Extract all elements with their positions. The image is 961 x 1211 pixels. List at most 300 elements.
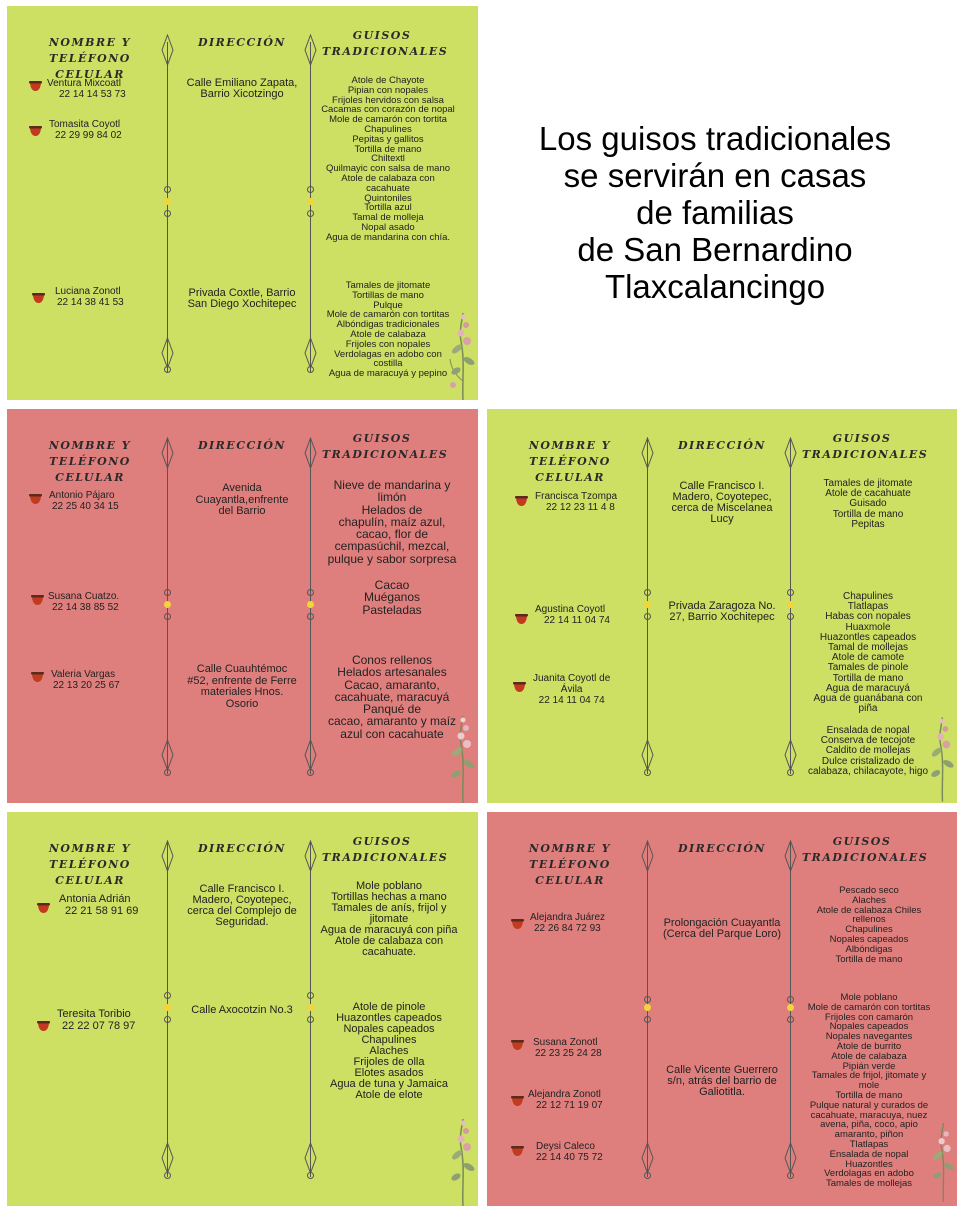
- diamond-icon: [161, 840, 174, 872]
- host-entry: [533, 1037, 602, 1059]
- host-entry: [47, 78, 126, 100]
- address-line: Avenida: [222, 482, 262, 494]
- dish: Agua de maracuyá: [826, 682, 910, 694]
- diamond-icon: [784, 437, 797, 469]
- header-name-phone: [15, 841, 165, 889]
- dish: Chapulines: [842, 591, 894, 602]
- dish: Tortillas hechas a mano: [331, 891, 447, 903]
- address-line: Barrio Xicotzingo: [200, 88, 284, 100]
- diamond-icon: [304, 739, 317, 771]
- dish-list: [317, 76, 459, 243]
- dot-icon: [644, 601, 651, 608]
- host-phone: 22 13 20 25 67: [53, 680, 120, 691]
- host-entry: [49, 119, 122, 141]
- address: [653, 918, 791, 940]
- host-name: Luciana Zonotl: [55, 286, 121, 297]
- ring-icon: [307, 1172, 314, 1179]
- diamond-icon: [641, 1142, 654, 1174]
- dish: Conserva de tecojote: [820, 735, 916, 747]
- dish: Nopal asado: [361, 221, 415, 233]
- panel-2: [7, 409, 478, 803]
- host-phone: 22 29 99 84 02: [55, 130, 122, 141]
- header-name-phone: [15, 35, 165, 83]
- header-dishes: [802, 431, 929, 463]
- host-phone: 22 25 40 34 15: [52, 501, 119, 512]
- dish: Nopales capeados: [829, 1021, 909, 1033]
- tagline-line: de San Bernardino: [577, 231, 853, 268]
- dish: piña: [858, 703, 878, 715]
- dish: Nopales capeados: [829, 933, 909, 945]
- dish: Tortilla de mano: [832, 672, 904, 684]
- header-line: CELULAR: [535, 874, 605, 887]
- tagline: [487, 120, 943, 305]
- address-line: Calle Emiliano Zapata,: [186, 77, 298, 89]
- dish: Frijoles de olla: [353, 1056, 425, 1068]
- ring-icon: [164, 769, 171, 776]
- dish-list: [319, 579, 465, 616]
- dish: Tlatlapas: [847, 601, 889, 613]
- dish: Tortilla de mano: [835, 1089, 903, 1101]
- host-name: Susana Cuatzo.: [48, 591, 120, 602]
- diamond-icon: [161, 739, 174, 771]
- dish: cacao, flor de: [355, 527, 429, 542]
- dish: Huazontles capeados: [336, 1012, 442, 1024]
- header-line: TRADICIONALES: [802, 851, 929, 864]
- ring-icon: [164, 589, 171, 596]
- diamond-icon: [641, 840, 654, 872]
- flower-plant-icon: [447, 311, 478, 400]
- host-name: Francisca Tzompa: [535, 491, 618, 502]
- host-entry: [55, 286, 124, 308]
- clay-pot-icon: [511, 1096, 524, 1106]
- host-phone: 22 26 84 72 93: [534, 923, 601, 934]
- panel-5: [487, 812, 957, 1206]
- header-line: CELULAR: [535, 471, 605, 484]
- ring-icon: [307, 613, 314, 620]
- dish: Panqué de: [362, 702, 422, 717]
- dish: Mole poblano: [355, 880, 423, 892]
- address: [173, 1005, 311, 1016]
- header-line: GUISOS: [352, 835, 412, 848]
- clay-pot-icon: [29, 81, 42, 91]
- host-name: Agustina Coyotl: [535, 604, 606, 615]
- dish: cacahuate, maracuya, nuez: [810, 1109, 928, 1121]
- host-entry: [535, 604, 610, 626]
- address-line: Madero, Coyotepec,: [672, 491, 772, 503]
- dish: Guisado: [849, 498, 887, 510]
- dish-list: [793, 726, 943, 777]
- address-line: Osorio: [225, 697, 259, 710]
- address-line: Calle Francisco I.: [679, 480, 765, 492]
- header-line: GUISOS: [352, 432, 412, 445]
- clay-pot-icon: [515, 614, 528, 624]
- address-line: cerca de Miscelanea: [671, 502, 773, 514]
- ring-icon: [164, 366, 171, 373]
- address-line: cerca del Complejo de: [187, 905, 297, 917]
- dish: Mole de camarón con tortitas: [326, 309, 450, 321]
- address-line: Lucy: [710, 513, 734, 525]
- address: [177, 483, 307, 518]
- header-line: CELULAR: [55, 68, 125, 81]
- flower-plant-icon: [447, 714, 478, 803]
- ring-icon: [307, 769, 314, 776]
- dish: Tamales de frijol, jitomate y: [811, 1070, 927, 1082]
- host-name: Deysi Caleco: [536, 1141, 595, 1152]
- address-line: Calle Cuauhtémoc: [196, 663, 288, 675]
- clay-pot-icon: [32, 293, 45, 303]
- host-phone: 22 14 40 75 72: [536, 1152, 603, 1163]
- address-line: Cuayantla,enfrente: [195, 493, 289, 506]
- header-line: GUISOS: [832, 432, 892, 445]
- address: [177, 288, 307, 310]
- address: [657, 481, 787, 525]
- header-line: NOMBRE Y TELÉFONO: [528, 439, 612, 468]
- dish: Chiltextl: [371, 153, 405, 165]
- dish: Pepitas: [851, 518, 885, 530]
- dish: Frijoles con nopales: [345, 338, 431, 350]
- ring-icon: [164, 210, 171, 217]
- host-phone: 22 23 25 24 28: [535, 1048, 602, 1059]
- dish-list: [797, 479, 939, 530]
- dish: Ensalada de nopal: [829, 1148, 909, 1160]
- dish: Quintoniles: [364, 192, 412, 204]
- dish: Dulce cristalizado de: [821, 755, 915, 767]
- dish: Atole de calabaza con: [341, 172, 435, 184]
- dot-icon: [164, 601, 171, 608]
- host-phone: 22 14 38 41 53: [57, 297, 124, 308]
- diamond-icon: [304, 337, 317, 369]
- header-address: DIRECCIÓN: [677, 439, 766, 452]
- host-entry: [530, 912, 605, 934]
- dish: Tamales de mollejas: [825, 1178, 913, 1190]
- dish: Pescado seco: [839, 885, 899, 896]
- dish: cacahuate.: [362, 946, 416, 958]
- dish-list: [797, 592, 939, 714]
- address-line: San Diego Xochitepec: [187, 298, 297, 310]
- diamond-icon: [641, 437, 654, 469]
- ring-icon: [787, 589, 794, 596]
- dish: Nieve de mandarina y: [333, 478, 451, 492]
- dish: mole: [858, 1080, 880, 1092]
- address-line: Privada Coxtle, Barrio: [188, 287, 296, 299]
- header-dishes: [322, 431, 449, 463]
- dish: Atole de calabaza: [350, 328, 426, 340]
- ring-icon: [164, 1172, 171, 1179]
- tagline-line: Los guisos tradicionales: [538, 120, 892, 157]
- address-line: Privada Zaragoza No.: [668, 600, 776, 612]
- dish-list: [795, 886, 943, 964]
- host-entry: [48, 591, 119, 613]
- address-line: Madero, Coyotepec,: [192, 894, 292, 906]
- dish-list: [793, 993, 945, 1189]
- panel-1: [7, 6, 478, 400]
- header-dishes: [322, 28, 449, 60]
- diamond-icon: [304, 34, 317, 66]
- header-line: GUISOS: [352, 29, 412, 42]
- dish: Helados de: [361, 502, 423, 517]
- clay-pot-icon: [511, 919, 524, 929]
- clay-pot-icon: [29, 126, 42, 136]
- dish: Atole de Chayote: [351, 75, 425, 86]
- diamond-icon: [304, 437, 317, 469]
- host-entry: [51, 669, 120, 691]
- host-name: Alejandra Juárez: [530, 912, 606, 923]
- tagline-line: se servirán en casas: [563, 157, 867, 194]
- dish: chapulín, maíz azul,: [338, 514, 446, 529]
- address: [173, 664, 311, 710]
- timeline-line: [310, 42, 311, 372]
- dish: limón: [377, 490, 407, 505]
- dish: Nopales capeados: [343, 1023, 435, 1035]
- address: [177, 78, 307, 100]
- ring-icon: [644, 613, 651, 620]
- host-name: Alejandra Zonotl: [528, 1089, 601, 1100]
- dish: Pepitas y gallitos: [352, 133, 424, 145]
- header-line: CELULAR: [55, 471, 125, 484]
- dish: Atole de pinole: [352, 1001, 426, 1013]
- dish: Pulque natural y curados de: [809, 1099, 929, 1111]
- dish: Tortilla azul: [364, 202, 412, 214]
- dish: costilla: [373, 358, 403, 370]
- ring-icon: [164, 613, 171, 620]
- address-line: Prolongación Cuayantla: [663, 917, 781, 929]
- dish-list: [319, 479, 465, 565]
- diamond-icon: [161, 34, 174, 66]
- dish: Agua de mandarina con chía.: [325, 231, 451, 243]
- dot-icon: [644, 1004, 651, 1011]
- dish: Tortilla de mano: [835, 953, 903, 965]
- dish: cempasúchil, mezcal,: [334, 539, 450, 554]
- header-line: TRADICIONALES: [802, 448, 929, 461]
- ring-icon: [164, 1016, 171, 1023]
- dish: Helados artesanales: [337, 665, 447, 680]
- dish-list: [317, 281, 459, 379]
- dish: Ensalada de nopal: [826, 725, 910, 736]
- header-address: DIRECCIÓN: [197, 439, 286, 452]
- dish: Chapulines: [361, 1034, 417, 1046]
- dish: Pulque: [373, 299, 403, 311]
- clay-pot-icon: [515, 496, 528, 506]
- dish: Atole de camote: [831, 652, 905, 664]
- dish: Frijoles con camarón: [824, 1011, 914, 1023]
- address-line: (Cerca del Parque Loro): [662, 928, 781, 940]
- dish: Agua de maracuyá con piña: [320, 924, 458, 936]
- host-entry: [536, 1141, 603, 1163]
- address-line: Calle Francisco I.: [199, 883, 285, 895]
- dot-icon: [164, 198, 171, 205]
- header-line: CELULAR: [55, 874, 125, 887]
- dish: Mole de camarón con tortitas: [807, 1001, 931, 1013]
- dish: Tamal de mollejas: [827, 642, 909, 654]
- dish: Atole de elote: [355, 1089, 423, 1101]
- diamond-icon: [161, 337, 174, 369]
- ring-icon: [307, 589, 314, 596]
- dish: jitomate: [369, 913, 409, 925]
- dish: cacao, amaranto y maíz: [327, 714, 457, 729]
- dish: Pipián verde: [842, 1060, 896, 1072]
- flower-plant-icon: [447, 1117, 478, 1206]
- host-entry: [533, 673, 610, 706]
- dish: Alaches: [852, 894, 886, 906]
- dish: Huazontles: [845, 1158, 893, 1170]
- dish: pulque y sabor sorpresa: [327, 551, 457, 566]
- ring-icon: [307, 366, 314, 373]
- ring-icon: [644, 589, 651, 596]
- header-dishes: [322, 834, 449, 866]
- address: [653, 1065, 791, 1098]
- host-phone: 22 21 58 91 69: [65, 905, 139, 917]
- dish: Atole de cacahuate: [825, 488, 911, 500]
- dish: Chapulines: [845, 924, 893, 936]
- panel-4: [7, 812, 478, 1206]
- timeline-line: [167, 42, 168, 372]
- diamond-icon: [161, 437, 174, 469]
- clay-pot-icon: [31, 672, 44, 682]
- host-phone: 22 22 07 78 97: [62, 1020, 136, 1032]
- host-phone: 22 14 14 53 73: [59, 89, 126, 100]
- address-line: s/n, atrás del barrio de: [667, 1075, 777, 1087]
- dish: Cacamas con corazón de nopal: [321, 104, 455, 116]
- header-line: TRADICIONALES: [322, 448, 449, 461]
- header-line: TRADICIONALES: [322, 45, 449, 58]
- ring-icon: [644, 1172, 651, 1179]
- clay-pot-icon: [29, 494, 42, 504]
- dish: Quilmayic con salsa de mano: [325, 163, 451, 175]
- address-line: Galiotitla.: [699, 1086, 745, 1098]
- diamond-icon: [641, 739, 654, 771]
- ring-icon: [644, 996, 651, 1003]
- dish: Tamales de pinole: [827, 662, 909, 674]
- clay-pot-icon: [511, 1040, 524, 1050]
- ring-icon: [307, 210, 314, 217]
- dish: azul con cacahuate: [340, 726, 444, 741]
- header-dishes: [802, 834, 929, 866]
- dish: avena, piña, coco, apio: [820, 1119, 918, 1131]
- dish: Muéganos: [363, 590, 421, 605]
- address-line: materiales Hnos.: [200, 686, 284, 698]
- host-phone: 22 12 23 11 4 8: [546, 502, 615, 513]
- dish: Pasteladas: [362, 602, 422, 617]
- address-line: Seguridad.: [215, 916, 269, 928]
- header-line: NOMBRE Y TELÉFONO: [48, 842, 132, 871]
- header-line: TRADICIONALES: [322, 851, 449, 864]
- host-phone: 22 12 71 19 07: [536, 1100, 603, 1111]
- clay-pot-icon: [31, 595, 44, 605]
- ring-icon: [307, 1016, 314, 1023]
- header-address: DIRECCIÓN: [197, 842, 286, 855]
- dot-icon: [164, 1004, 171, 1011]
- host-name: Antonio Pájaro: [49, 490, 115, 501]
- host-name: Valeria Vargas: [51, 669, 116, 680]
- diamond-icon: [304, 840, 317, 872]
- ring-icon: [787, 613, 794, 620]
- dish: Nopales navegantes: [825, 1031, 913, 1043]
- ring-icon: [644, 1016, 651, 1023]
- dish: Tortillas de mano: [352, 289, 424, 301]
- dish: Caldito de mollejas: [825, 745, 911, 757]
- dish: Pipian con nopales: [347, 84, 429, 96]
- dish-list: [315, 1002, 463, 1101]
- tagline-line: Tlaxcalancingo: [604, 268, 826, 305]
- dish: Tlatlapas: [849, 1138, 889, 1150]
- dish: Atole de calabaza: [831, 1050, 907, 1062]
- header-address: DIRECCIÓN: [197, 36, 286, 49]
- ring-icon: [164, 186, 171, 193]
- host-name: Antonia Adrián: [59, 893, 131, 905]
- dish: Huaxmole: [845, 621, 891, 633]
- ring-icon: [644, 769, 651, 776]
- flower-plant-icon: [929, 1117, 957, 1206]
- dish: Agua de maracuyá y pepino: [328, 368, 448, 380]
- dot-icon: [307, 601, 314, 608]
- dish: Cacao, amaranto,: [344, 677, 440, 692]
- dish: Mole de camarón con tortita: [329, 114, 447, 126]
- host-entry: [59, 893, 138, 917]
- host-name: Juanita Coyotl de: [533, 673, 611, 684]
- tagline-line: de familias: [636, 194, 794, 231]
- dish: cacahuate, maracuyá: [334, 689, 450, 704]
- dish: Agua de guanábana con: [813, 693, 923, 705]
- dish: Alaches: [369, 1045, 409, 1057]
- dish-list: [315, 881, 463, 958]
- dish-list: [319, 654, 465, 740]
- dish: Tortilla de mano: [832, 508, 904, 520]
- clay-pot-icon: [513, 682, 526, 692]
- dish: Atole de burrito: [836, 1040, 902, 1052]
- dish: Tamales de jitomate: [345, 280, 431, 291]
- dish: Tamal de molleja: [352, 212, 424, 224]
- dish: Verdolagas en adobo con: [334, 348, 442, 360]
- address-line: 27, Barrio Xochitepec: [669, 611, 775, 623]
- address-line: #52, enfrente de Ferre: [187, 674, 297, 687]
- header-line: NOMBRE Y TELÉFONO: [48, 36, 132, 65]
- diamond-icon: [304, 1142, 317, 1174]
- host-phone: 22 14 11 04 74: [544, 615, 610, 626]
- ring-icon: [307, 186, 314, 193]
- dish: Cacao: [374, 578, 410, 592]
- header-name-phone: [495, 438, 645, 486]
- address-line: Calle Axocotzin No.3: [191, 1004, 293, 1016]
- dish: Tamales de anís, frijol y: [331, 902, 447, 914]
- header-name-phone: [15, 438, 165, 486]
- dish: Huazontles capeados: [819, 631, 917, 643]
- clay-pot-icon: [37, 1021, 50, 1031]
- dish: Albóndigas tradicionales: [336, 319, 440, 331]
- dish: Tamales de jitomate: [823, 478, 913, 489]
- header-name-phone: [495, 841, 645, 889]
- dot-icon: [787, 601, 794, 608]
- dish: rellenos: [852, 914, 886, 926]
- clay-pot-icon: [37, 903, 50, 913]
- dish: Conos rellenos: [351, 653, 433, 667]
- host-entry: [528, 1089, 603, 1111]
- host-entry: [57, 1008, 135, 1032]
- host-name: Ávila: [560, 684, 583, 695]
- dish: Atole de calabaza con: [334, 935, 444, 947]
- dish: Habas con nopales: [825, 611, 911, 623]
- flower-plant-icon: [927, 714, 957, 803]
- host-name: Susana Zonotl: [533, 1037, 598, 1048]
- dish: Mole poblano: [840, 992, 898, 1003]
- dish: calabaza, chilacayote, higo: [807, 765, 929, 777]
- dish: Chapulines: [364, 123, 412, 135]
- dish: Atole de calabaza Chiles: [816, 904, 922, 916]
- host-entry: [535, 491, 617, 513]
- header-line: NOMBRE Y TELÉFONO: [528, 842, 612, 871]
- dish: Tortilla de mano: [354, 143, 422, 155]
- dish: amaranto, piñon: [834, 1129, 904, 1141]
- dish: Verdolagas en adobo: [824, 1168, 914, 1180]
